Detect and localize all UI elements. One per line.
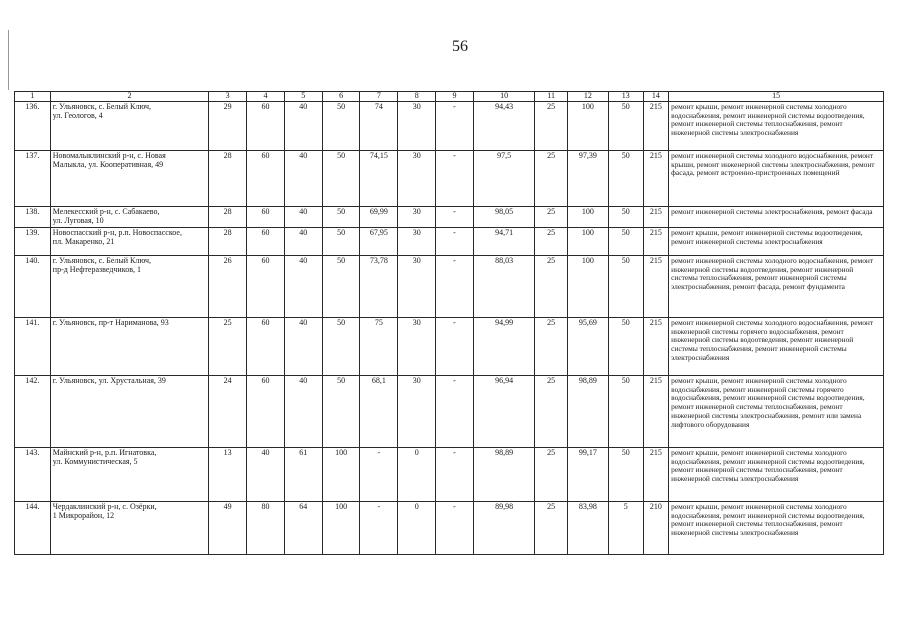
value-cell: - — [360, 501, 398, 554]
work-description: ремонт инженерной системы холодного водоснабжения, ремонт крыши, ремонт инженерной системы электроснабжения, ремонт фасада, ремонт встроенно-пристроенных помещений — [669, 151, 884, 207]
header-cell: 4 — [247, 92, 285, 102]
value-cell: 61 — [284, 447, 322, 501]
value-cell: 99,17 — [567, 447, 608, 501]
value-cell: 74 — [360, 102, 398, 151]
work-description: ремонт инженерной системы холодного водоснабжения, ремонт инженерной системы водоотведения, ремонт инженерной системы теплоснабжения, ремонт инженерной системы электроснабжения, ремонт фасада, ремонт фундамента — [669, 255, 884, 317]
value-cell: - — [436, 255, 474, 317]
table-row — [15, 102, 884, 151]
value-cell: 100 — [567, 207, 608, 228]
header-cell: 11 — [535, 92, 568, 102]
value-cell: 60 — [247, 317, 285, 375]
address-cell — [50, 501, 208, 554]
value-cell: 97,39 — [567, 151, 608, 207]
address-line: г. Ульяновск, с. Белый Ключ, — [52, 255, 152, 265]
address-cell — [50, 255, 208, 317]
value-cell: 25 — [535, 227, 568, 255]
value-cell: - — [436, 102, 474, 151]
value-cell: - — [436, 447, 474, 501]
value-cell: 50 — [608, 317, 643, 375]
value-cell: 97,5 — [473, 151, 534, 207]
work-description: ремонт крыши, ремонт инженерной системы холодного водоснабжения, ремонт инженерной системы горячего водоснабжения, ремонт инженерной системы водоотведения, ремонт инженерной системы теплоснабжения, ремонт инженерной системы электроснабжения, ремонт или замена лифтового оборудования — [669, 375, 884, 447]
scan-margin-line — [8, 30, 9, 90]
address-cell — [50, 375, 208, 447]
work-description: ремонт инженерной системы холодного водоснабжения, ремонт инженерной системы горячего водоснабжения, ремонт инженерной системы водоотведения, ремонт инженерной системы теплоснабжения, ремонт инженерной системы электроснабжения — [669, 317, 884, 375]
value-cell: 25 — [535, 501, 568, 554]
table-row — [15, 151, 884, 207]
work-description: ремонт крыши, ремонт инженерной системы холодного водоснабжения, ремонт инженерной системы водоотведения, ремонт инженерной системы теплоснабжения, ремонт инженерной системы электроснабжения — [669, 102, 884, 151]
row-number: 140. — [15, 255, 51, 317]
value-cell: - — [436, 227, 474, 255]
header-row — [15, 92, 884, 102]
table-row — [15, 447, 884, 501]
value-cell: 94,71 — [473, 227, 534, 255]
value-cell: 67,95 — [360, 227, 398, 255]
value-cell: 25 — [209, 317, 247, 375]
address-line: Майнский р-н, р.п. Игнатовка, — [52, 447, 157, 457]
value-cell: - — [360, 447, 398, 501]
value-cell: 64 — [284, 501, 322, 554]
value-cell: 30 — [398, 317, 436, 375]
table-row — [15, 227, 884, 255]
row-number: 137. — [15, 151, 51, 207]
address-line: г. Ульяновск, с. Белый Ключ, — [52, 102, 152, 111]
value-cell: 30 — [398, 375, 436, 447]
value-cell: 100 — [322, 501, 360, 554]
address-cell — [50, 317, 208, 375]
value-cell: 25 — [535, 447, 568, 501]
value-cell: 215 — [643, 102, 669, 151]
value-cell: 40 — [284, 255, 322, 317]
work-description: ремонт крыши, ремонт инженерной системы холодного водоснабжения, ремонт инженерной системы водоотведения, ремонт инженерной системы теплоснабжения, ремонт инженерной системы электроснабжения — [669, 447, 884, 501]
table-row — [15, 207, 884, 228]
value-cell: 60 — [247, 375, 285, 447]
value-cell: 40 — [284, 227, 322, 255]
value-cell: 24 — [209, 375, 247, 447]
address-cell — [50, 102, 208, 151]
value-cell: 0 — [398, 447, 436, 501]
value-cell: 30 — [398, 207, 436, 228]
value-cell: 215 — [643, 375, 669, 447]
value-cell: 75 — [360, 317, 398, 375]
value-cell: 50 — [322, 151, 360, 207]
table-row — [15, 255, 884, 317]
value-cell: 50 — [608, 447, 643, 501]
value-cell: 215 — [643, 207, 669, 228]
header-cell: 9 — [436, 92, 474, 102]
value-cell: 40 — [247, 447, 285, 501]
row-number: 143. — [15, 447, 51, 501]
value-cell: 215 — [643, 227, 669, 255]
value-cell: 215 — [643, 447, 669, 501]
table-row — [15, 501, 884, 554]
header-cell: 15 — [669, 92, 884, 102]
value-cell: 215 — [643, 151, 669, 207]
value-cell: 28 — [209, 227, 247, 255]
value-cell: 50 — [322, 317, 360, 375]
value-cell: - — [436, 501, 474, 554]
value-cell: 50 — [608, 375, 643, 447]
value-cell: 100 — [567, 227, 608, 255]
value-cell: 50 — [322, 255, 360, 317]
table-row — [15, 317, 884, 375]
value-cell: 100 — [567, 102, 608, 151]
value-cell: 50 — [608, 227, 643, 255]
table-body — [15, 102, 884, 555]
value-cell: 100 — [567, 255, 608, 317]
value-cell: 40 — [284, 317, 322, 375]
value-cell: 25 — [535, 102, 568, 151]
address-line: ул. Геологов, 4 — [52, 110, 103, 120]
value-cell: 40 — [284, 102, 322, 151]
value-cell: 28 — [209, 207, 247, 228]
value-cell: 40 — [284, 375, 322, 447]
value-cell: 29 — [209, 102, 247, 151]
header-cell: 8 — [398, 92, 436, 102]
row-number: 144. — [15, 501, 51, 554]
address-line: ул. Коммунистическая, 5 — [52, 456, 138, 466]
value-cell: 30 — [398, 227, 436, 255]
address-line: г. Ульяновск, ул. Хрустальная, 39 — [52, 375, 166, 385]
table-row — [15, 375, 884, 447]
value-cell: 25 — [535, 207, 568, 228]
page-number: 56 — [452, 38, 468, 55]
address-line: пл. Макаренко, 21 — [52, 236, 115, 246]
header-cell: 7 — [360, 92, 398, 102]
value-cell: 5 — [608, 501, 643, 554]
header-cell: 12 — [567, 92, 608, 102]
value-cell: 94,43 — [473, 102, 534, 151]
address-line: 1 Микрорайон, 12 — [52, 510, 115, 520]
value-cell: 73,78 — [360, 255, 398, 317]
value-cell: 50 — [322, 227, 360, 255]
address-cell — [50, 207, 208, 228]
value-cell: 60 — [247, 151, 285, 207]
value-cell: 25 — [535, 255, 568, 317]
address-line: г. Ульяновск, пр-т Нариманова, 93 — [52, 317, 169, 327]
value-cell: 50 — [608, 102, 643, 151]
value-cell: 100 — [322, 447, 360, 501]
value-cell: 50 — [608, 207, 643, 228]
work-description: ремонт инженерной системы электроснабжения, ремонт фасада — [669, 207, 884, 228]
value-cell: 210 — [643, 501, 669, 554]
value-cell: 50 — [608, 151, 643, 207]
address-line: Новомалыклинский р-н, с. Новая — [52, 151, 166, 160]
value-cell: 25 — [535, 317, 568, 375]
value-cell: - — [436, 317, 474, 375]
header-cell: 3 — [209, 92, 247, 102]
header-cell: 14 — [643, 92, 669, 102]
address-cell — [50, 151, 208, 207]
value-cell: 40 — [284, 151, 322, 207]
address-line: Чердаклинский р-н, с. Озёрки, — [52, 501, 157, 511]
address-line: пр-д Нефтеразведчиков, 1 — [52, 264, 141, 274]
value-cell: 98,05 — [473, 207, 534, 228]
value-cell: 60 — [247, 227, 285, 255]
value-cell: 83,98 — [567, 501, 608, 554]
value-cell: 26 — [209, 255, 247, 317]
value-cell: 89,98 — [473, 501, 534, 554]
value-cell: 60 — [247, 207, 285, 228]
value-cell: 68,1 — [360, 375, 398, 447]
value-cell: 49 — [209, 501, 247, 554]
value-cell: 215 — [643, 317, 669, 375]
value-cell: 28 — [209, 151, 247, 207]
header-cell: 5 — [284, 92, 322, 102]
row-number: 142. — [15, 375, 51, 447]
header-cell: 6 — [322, 92, 360, 102]
value-cell: 13 — [209, 447, 247, 501]
value-cell: 215 — [643, 255, 669, 317]
value-cell: 69,99 — [360, 207, 398, 228]
value-cell: 60 — [247, 102, 285, 151]
value-cell: 30 — [398, 151, 436, 207]
repair-program-table — [14, 91, 884, 555]
value-cell: 98,89 — [567, 375, 608, 447]
value-cell: 40 — [284, 207, 322, 228]
value-cell: 50 — [322, 207, 360, 228]
header-cell: 2 — [50, 92, 208, 102]
header-cell: 10 — [473, 92, 534, 102]
address-cell — [50, 447, 208, 501]
row-number: 138. — [15, 207, 51, 228]
row-number: 139. — [15, 227, 51, 255]
work-description: ремонт крыши, ремонт инженерной системы холодного водоснабжения, ремонт инженерной системы водоотведения, ремонт инженерной системы теплоснабжения, ремонт инженерной системы электроснабжения — [669, 501, 884, 554]
row-number: 136. — [15, 102, 51, 151]
row-number: 141. — [15, 317, 51, 375]
value-cell: 25 — [535, 375, 568, 447]
value-cell: 88,03 — [473, 255, 534, 317]
address-line: ул. Луговая, 10 — [52, 215, 104, 225]
address-line: Мелекесский р-н, с. Сабакаево, — [52, 207, 160, 216]
value-cell: - — [436, 207, 474, 228]
address-cell — [50, 227, 208, 255]
value-cell: 30 — [398, 102, 436, 151]
value-cell: 25 — [535, 151, 568, 207]
value-cell: 0 — [398, 501, 436, 554]
value-cell: 60 — [247, 255, 285, 317]
header-cell: 1 — [15, 92, 51, 102]
value-cell: 50 — [322, 102, 360, 151]
value-cell: 98,89 — [473, 447, 534, 501]
value-cell: 95,69 — [567, 317, 608, 375]
value-cell: 80 — [247, 501, 285, 554]
value-cell: 50 — [322, 375, 360, 447]
value-cell: 74,15 — [360, 151, 398, 207]
table-header — [15, 92, 884, 102]
value-cell: 30 — [398, 255, 436, 317]
address-line: Новоспасский р-н, р.п. Новоспасское, — [52, 227, 182, 237]
work-description: ремонт крыши, ремонт инженерной системы водоотведения, ремонт инженерной системы электроснабжения — [669, 227, 884, 255]
address-line: Малыкла, ул. Кооперативная, 49 — [52, 159, 164, 169]
value-cell: 96,94 — [473, 375, 534, 447]
value-cell: 50 — [608, 255, 643, 317]
value-cell: - — [436, 375, 474, 447]
value-cell: - — [436, 151, 474, 207]
value-cell: 94,99 — [473, 317, 534, 375]
header-cell: 13 — [608, 92, 643, 102]
